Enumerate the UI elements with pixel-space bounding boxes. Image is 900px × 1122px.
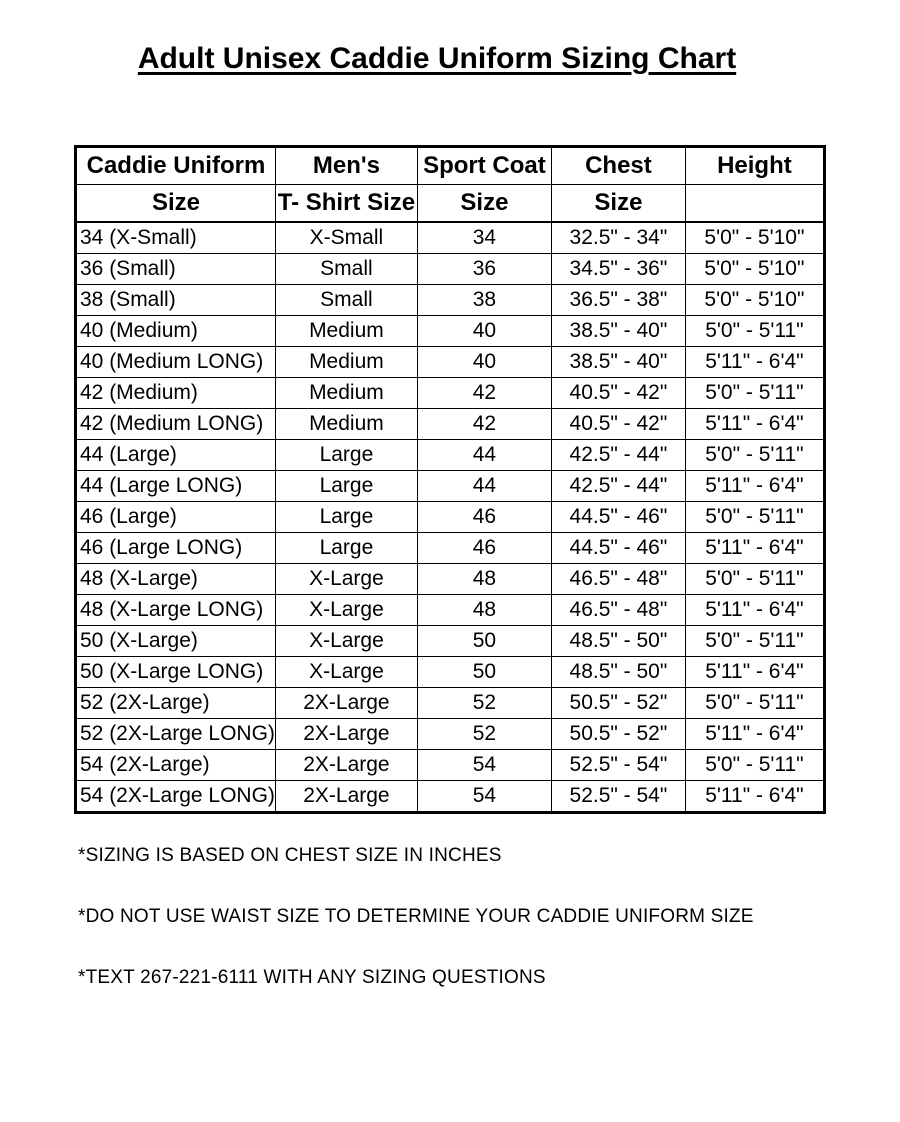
cell-tshirt-size: Large xyxy=(275,471,417,502)
cell-height: 5'0" - 5'11" xyxy=(685,750,824,781)
cell-caddie-size: 46 (Large LONG) xyxy=(76,533,276,564)
table-row xyxy=(76,502,825,533)
cell-chest-size: 44.5" - 46" xyxy=(551,533,685,564)
table-row xyxy=(76,347,825,378)
cell-chest-size: 34.5" - 36" xyxy=(551,254,685,285)
cell-caddie-size: 40 (Medium LONG) xyxy=(76,347,276,378)
header-tshirt-size: T- Shirt Size xyxy=(275,185,417,223)
cell-height: 5'0" - 5'10" xyxy=(685,222,824,254)
cell-caddie-size: 48 (X-Large LONG) xyxy=(76,595,276,626)
cell-height: 5'0" - 5'11" xyxy=(685,688,824,719)
cell-coat-size: 52 xyxy=(417,688,551,719)
cell-tshirt-size: X-Large xyxy=(275,626,417,657)
table-row xyxy=(76,222,825,254)
cell-chest-size: 48.5" - 50" xyxy=(551,657,685,688)
cell-coat-size: 42 xyxy=(417,409,551,440)
header-chest: Chest xyxy=(551,147,685,185)
cell-chest-size: 50.5" - 52" xyxy=(551,719,685,750)
cell-coat-size: 50 xyxy=(417,626,551,657)
cell-coat-size: 46 xyxy=(417,533,551,564)
cell-coat-size: 44 xyxy=(417,440,551,471)
table-row xyxy=(76,409,825,440)
table-row xyxy=(76,688,825,719)
cell-tshirt-size: Medium xyxy=(275,347,417,378)
table-row xyxy=(76,254,825,285)
cell-tshirt-size: Large xyxy=(275,440,417,471)
cell-height: 5'11" - 6'4" xyxy=(685,533,824,564)
cell-height: 5'0" - 5'11" xyxy=(685,502,824,533)
cell-caddie-size: 36 (Small) xyxy=(76,254,276,285)
cell-coat-size: 36 xyxy=(417,254,551,285)
cell-coat-size: 40 xyxy=(417,316,551,347)
cell-chest-size: 36.5" - 38" xyxy=(551,285,685,316)
cell-chest-size: 44.5" - 46" xyxy=(551,502,685,533)
cell-height: 5'11" - 6'4" xyxy=(685,781,824,813)
table-row xyxy=(76,471,825,502)
table-row xyxy=(76,657,825,688)
cell-chest-size: 40.5" - 42" xyxy=(551,409,685,440)
cell-height: 5'0" - 5'10" xyxy=(685,254,824,285)
table-row xyxy=(76,750,825,781)
note-contact: *TEXT 267-221-6111 WITH ANY SIZING QUESTIONS xyxy=(78,967,546,988)
cell-height: 5'11" - 6'4" xyxy=(685,347,824,378)
cell-coat-size: 50 xyxy=(417,657,551,688)
cell-height: 5'11" - 6'4" xyxy=(685,471,824,502)
cell-caddie-size: 44 (Large) xyxy=(76,440,276,471)
table-row xyxy=(76,316,825,347)
table-row xyxy=(76,440,825,471)
cell-tshirt-size: 2X-Large xyxy=(275,719,417,750)
cell-tshirt-size: 2X-Large xyxy=(275,688,417,719)
cell-caddie-size: 38 (Small) xyxy=(76,285,276,316)
cell-caddie-size: 48 (X-Large) xyxy=(76,564,276,595)
cell-coat-size: 48 xyxy=(417,595,551,626)
cell-chest-size: 46.5" - 48" xyxy=(551,564,685,595)
cell-height: 5'0" - 5'11" xyxy=(685,378,824,409)
cell-tshirt-size: X-Large xyxy=(275,564,417,595)
cell-coat-size: 54 xyxy=(417,781,551,813)
sizing-table xyxy=(74,145,826,814)
cell-caddie-size: 46 (Large) xyxy=(76,502,276,533)
cell-coat-size: 40 xyxy=(417,347,551,378)
cell-chest-size: 42.5" - 44" xyxy=(551,440,685,471)
cell-tshirt-size: 2X-Large xyxy=(275,781,417,813)
cell-height: 5'0" - 5'11" xyxy=(685,440,824,471)
cell-coat-size: 44 xyxy=(417,471,551,502)
cell-caddie-size: 52 (2X-Large LONG) xyxy=(76,719,276,750)
table-row xyxy=(76,564,825,595)
header-height-blank xyxy=(685,185,824,223)
cell-height: 5'11" - 6'4" xyxy=(685,719,824,750)
cell-caddie-size: 52 (2X-Large) xyxy=(76,688,276,719)
cell-caddie-size: 54 (2X-Large LONG) xyxy=(76,781,276,813)
cell-chest-size: 40.5" - 42" xyxy=(551,378,685,409)
cell-chest-size: 32.5" - 34" xyxy=(551,222,685,254)
table-row xyxy=(76,719,825,750)
header-chest-size: Size xyxy=(551,185,685,223)
cell-tshirt-size: X-Large xyxy=(275,657,417,688)
cell-chest-size: 48.5" - 50" xyxy=(551,626,685,657)
cell-coat-size: 48 xyxy=(417,564,551,595)
cell-height: 5'11" - 6'4" xyxy=(685,657,824,688)
cell-coat-size: 52 xyxy=(417,719,551,750)
cell-caddie-size: 34 (X-Small) xyxy=(76,222,276,254)
cell-chest-size: 52.5" - 54" xyxy=(551,781,685,813)
cell-coat-size: 46 xyxy=(417,502,551,533)
cell-caddie-size: 40 (Medium) xyxy=(76,316,276,347)
cell-tshirt-size: Medium xyxy=(275,378,417,409)
cell-tshirt-size: Large xyxy=(275,502,417,533)
note-chest-basis: *SIZING IS BASED ON CHEST SIZE IN INCHES xyxy=(78,845,502,866)
cell-height: 5'0" - 5'11" xyxy=(685,626,824,657)
table-row xyxy=(76,378,825,409)
table-row xyxy=(76,781,825,813)
note-waist-warning: *DO NOT USE WAIST SIZE TO DETERMINE YOUR CADDIE UNIFORM SIZE xyxy=(78,906,754,927)
table-body xyxy=(76,222,825,813)
page-title: Adult Unisex Caddie Uniform Sizing Chart xyxy=(137,42,737,75)
cell-coat-size: 54 xyxy=(417,750,551,781)
table-row xyxy=(76,285,825,316)
cell-coat-size: 34 xyxy=(417,222,551,254)
cell-tshirt-size: 2X-Large xyxy=(275,750,417,781)
cell-tshirt-size: X-Small xyxy=(275,222,417,254)
header-height: Height xyxy=(685,147,824,185)
cell-tshirt-size: Small xyxy=(275,254,417,285)
cell-tshirt-size: Large xyxy=(275,533,417,564)
cell-chest-size: 38.5" - 40" xyxy=(551,316,685,347)
cell-height: 5'0" - 5'10" xyxy=(685,285,824,316)
cell-chest-size: 42.5" - 44" xyxy=(551,471,685,502)
cell-tshirt-size: Small xyxy=(275,285,417,316)
cell-chest-size: 52.5" - 54" xyxy=(551,750,685,781)
cell-coat-size: 38 xyxy=(417,285,551,316)
header-row-2 xyxy=(76,185,825,223)
cell-caddie-size: 50 (X-Large) xyxy=(76,626,276,657)
cell-tshirt-size: Medium xyxy=(275,409,417,440)
header-sport-coat: Sport Coat xyxy=(417,147,551,185)
table-row xyxy=(76,595,825,626)
header-coat-size: Size xyxy=(417,185,551,223)
cell-tshirt-size: Medium xyxy=(275,316,417,347)
cell-caddie-size: 50 (X-Large LONG) xyxy=(76,657,276,688)
table-row xyxy=(76,533,825,564)
table-header xyxy=(76,147,825,223)
cell-height: 5'0" - 5'11" xyxy=(685,316,824,347)
table-row xyxy=(76,626,825,657)
header-size: Size xyxy=(76,185,276,223)
cell-caddie-size: 42 (Medium) xyxy=(76,378,276,409)
cell-coat-size: 42 xyxy=(417,378,551,409)
cell-chest-size: 46.5" - 48" xyxy=(551,595,685,626)
cell-chest-size: 50.5" - 52" xyxy=(551,688,685,719)
cell-height: 5'11" - 6'4" xyxy=(685,595,824,626)
cell-caddie-size: 42 (Medium LONG) xyxy=(76,409,276,440)
header-mens: Men's xyxy=(275,147,417,185)
cell-height: 5'0" - 5'11" xyxy=(685,564,824,595)
cell-height: 5'11" - 6'4" xyxy=(685,409,824,440)
cell-tshirt-size: X-Large xyxy=(275,595,417,626)
header-row-1 xyxy=(76,147,825,185)
cell-chest-size: 38.5" - 40" xyxy=(551,347,685,378)
cell-caddie-size: 54 (2X-Large) xyxy=(76,750,276,781)
header-caddie-uniform: Caddie Uniform xyxy=(76,147,276,185)
cell-caddie-size: 44 (Large LONG) xyxy=(76,471,276,502)
